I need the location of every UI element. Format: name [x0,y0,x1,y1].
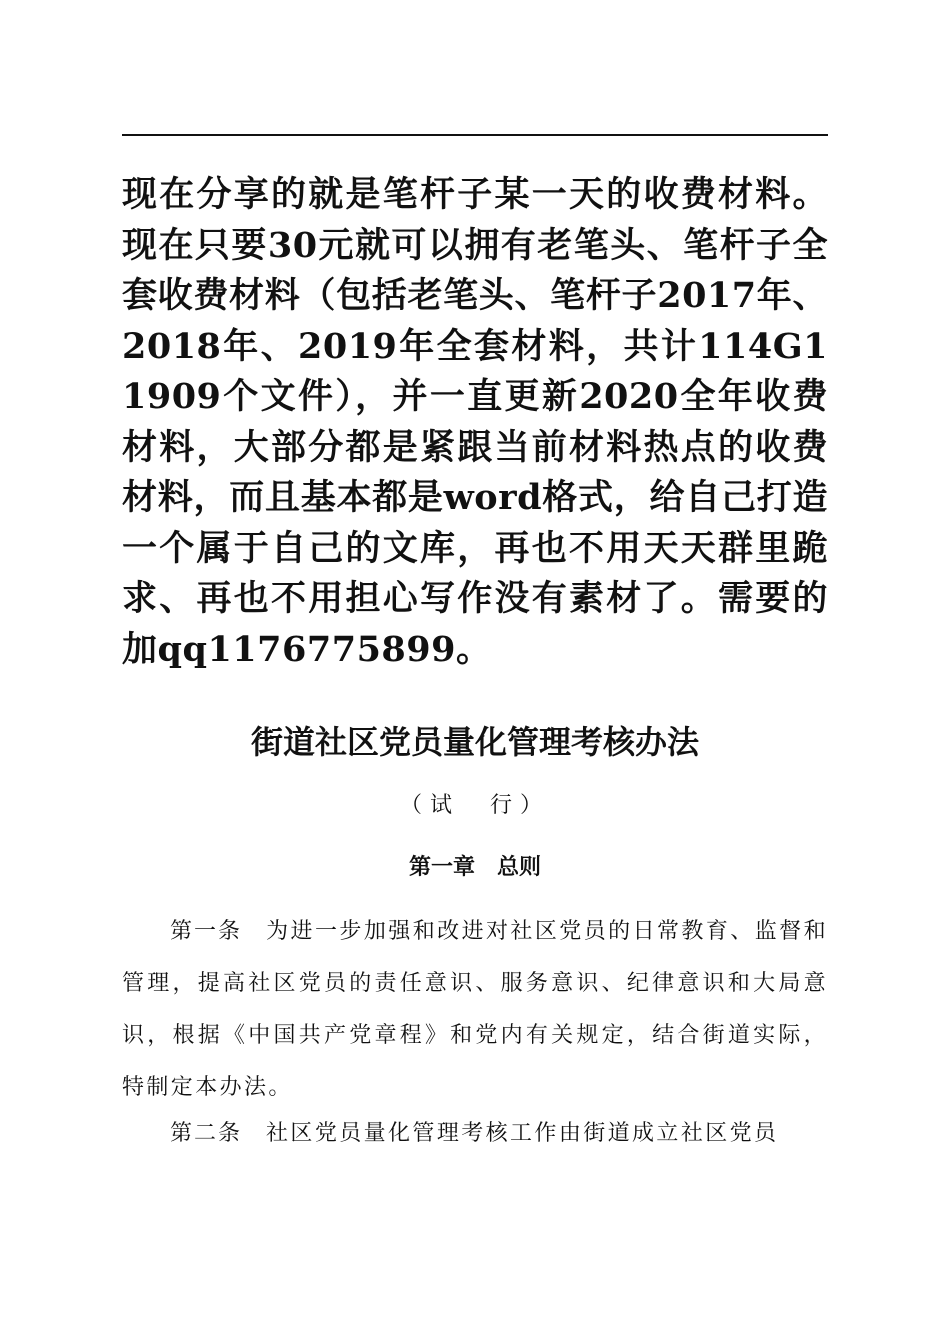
article-1-text: 为进一步加强和改进对社区党员的日常教育、监督和管理，提高社区党员的责任意识、服务意识、纪律意识和大局意识，根据《中国共产党章程》和党内有关规定，结合街道实际，特制定本办法。 [122,919,828,1100]
document-subtitle: （试 行） [399,793,550,818]
promo-paragraph: 现在分享的就是笔杆子某一天的收费材料。现在只要30元就可以拥有老笔头、笔杆子全套收费材料（包括老笔头、笔杆子2017年、2018年、2019年全套材料，共计114G11909个文件），并一直更新2020全年收费材料，大部分都是紧跟当前材料热点的收费材料，而且基本都是word格式，给自己打造一个属于自己的文库，再也不用天天群里跪求、再也不用担心写作没有素材了。需要的加qq1176775899。 [122,174,828,670]
document-title: 街道社区党员量化管理考核办法 [250,723,699,761]
article-2 [122,1108,828,1160]
article-1 [122,906,828,1114]
article-2-label: 第二条 [170,1121,243,1146]
chapter-name: 总则 [497,855,542,880]
chapter-heading [122,852,828,884]
chapter-number: 第一章 [408,855,475,880]
article-1-label: 第一条 [170,919,243,944]
article-2-text: 社区党员量化管理考核工作由街道成立社区党员 [266,1121,779,1146]
header-rule [122,134,828,136]
